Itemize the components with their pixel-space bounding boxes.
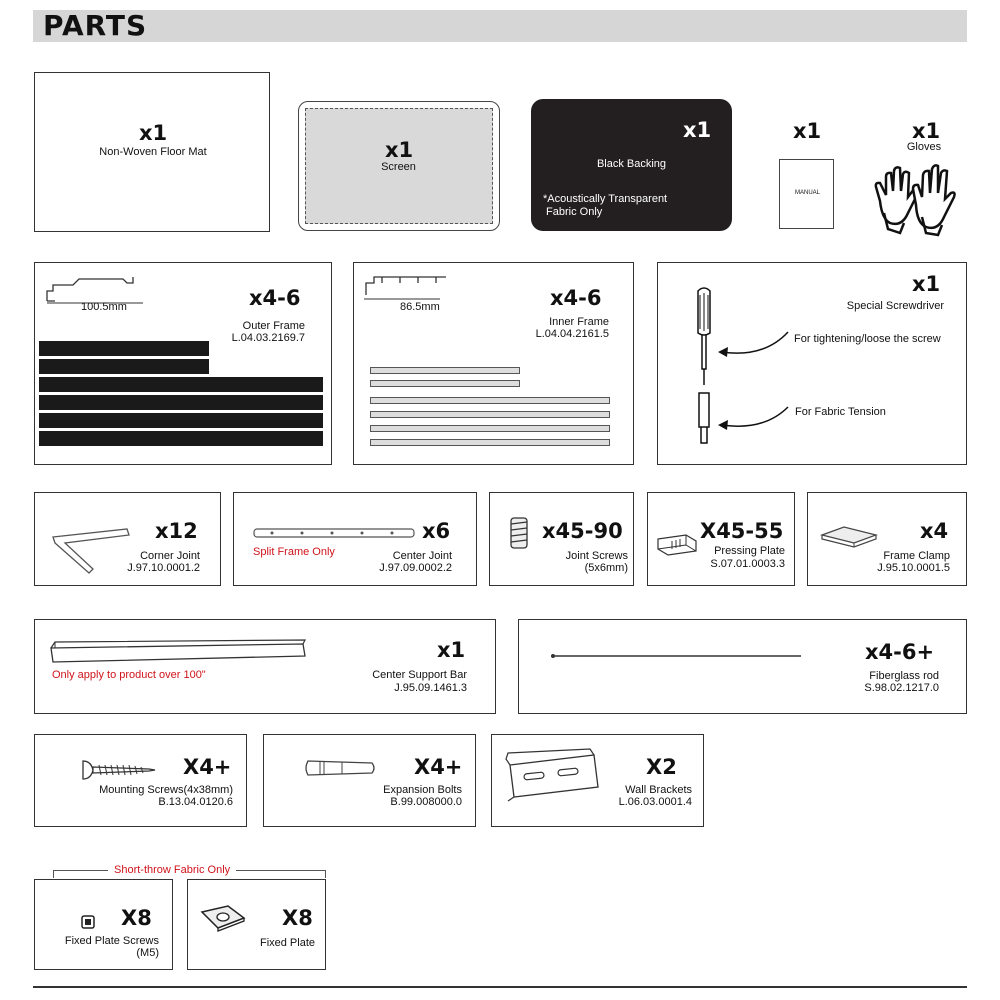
gloves-name: Gloves [906, 141, 942, 153]
mounting-screw-icon [79, 759, 157, 781]
support-bar-name: Center Support Bar [372, 669, 467, 681]
frame-clamp-name: Frame Clamp [883, 550, 950, 562]
wall-brackets-qty: X2 [646, 755, 677, 779]
frame-clamp-card [807, 492, 967, 586]
center-joint-code: J.97.09.0002.2 [379, 562, 452, 574]
inner-frame-dim: 86.5mm [400, 301, 440, 313]
joint-screws-qty: x45-90 [542, 519, 623, 543]
black-backing-name: Black Backing [596, 158, 667, 170]
support-bar-card [34, 619, 496, 714]
outer-frame-qty: x4-6 [249, 286, 301, 310]
support-bar-code: J.95.09.1461.3 [394, 682, 467, 694]
outer-frame-dim: 100.5mm [81, 301, 127, 313]
joint-screws-name: Joint Screws [565, 550, 628, 562]
parts-header [33, 10, 967, 42]
corner-joint-name: Corner Joint [140, 550, 200, 562]
center-joint-icon [252, 527, 416, 539]
inner-frame-bar [370, 439, 610, 446]
outer-frame-plank [39, 395, 323, 410]
frame-clamp-qty: x4 [920, 519, 949, 543]
black-backing-note: *Acoustically Transparent Fabric Only [543, 193, 668, 218]
manual-booklet [779, 159, 834, 229]
support-bar-qty: x1 [437, 638, 466, 662]
mounting-screws-code: B.13.04.0120.6 [158, 796, 233, 808]
corner-joint-qty: x12 [155, 519, 198, 543]
fixed-plate-qty: X8 [282, 906, 313, 930]
floor-mat-name: Non-Woven Floor Mat [99, 146, 207, 158]
wall-brackets-code: L.06.03.0001.4 [618, 796, 692, 808]
inner-frame-bar [370, 397, 610, 404]
mounting-screws-qty: X4+ [183, 755, 232, 779]
expansion-bolts-code: B.99.008000.0 [390, 796, 462, 808]
tighten-arrow-icon [714, 328, 794, 362]
screen-name: Screen [381, 161, 416, 173]
tension-arrow-icon [714, 403, 794, 433]
inner-frame-qty: x4-6 [550, 286, 602, 310]
fixed-plate-card [187, 879, 326, 970]
mounting-screws-name: Mounting Screws(4x38mm) [99, 784, 233, 796]
expansion-bolt-icon [302, 757, 378, 779]
bottom-rule [33, 986, 967, 988]
fixed-plate-screws-code: (M5) [136, 947, 159, 959]
inner-frame-bar [370, 380, 520, 387]
screwdriver-qty: x1 [912, 272, 941, 296]
pressing-plate-qty: X45-55 [700, 519, 784, 543]
black-backing-qty: x1 [683, 118, 712, 142]
support-bar-icon [47, 638, 309, 666]
floor-mat-card [34, 72, 270, 232]
wall-bracket-icon [500, 747, 602, 805]
fiberglass-rod-icon [549, 652, 805, 660]
joint-screw-icon [508, 515, 530, 551]
fiberglass-rod-card [518, 619, 967, 714]
screwdriver-card [657, 262, 967, 465]
black-backing-panel [531, 99, 732, 231]
inner-frame-code: L.04.04.2161.5 [535, 328, 609, 340]
screwdriver-note-tension: For Fabric Tension [795, 406, 886, 418]
joint-screws-code: (5x6mm) [584, 562, 628, 574]
short-throw-heading: Short-throw Fabric Only [108, 864, 236, 876]
frame-clamp-code: J.95.10.0001.5 [877, 562, 950, 574]
floor-mat-qty: x1 [139, 121, 168, 145]
manual-cover-text: MANUAL [794, 190, 820, 196]
center-joint-name: Center Joint [392, 550, 452, 562]
mounting-screws-card [34, 734, 247, 827]
outer-frame-plank [39, 341, 209, 356]
manual-qty: x1 [793, 119, 822, 143]
screwdriver-name: Special Screwdriver [846, 300, 944, 312]
outer-frame-name: Outer Frame [242, 320, 305, 332]
screwdriver-icon [692, 285, 716, 451]
wall-brackets-name: Wall Brackets [625, 784, 692, 796]
fixed-plate-screws-qty: X8 [121, 906, 152, 930]
inner-frame-bar [370, 411, 610, 418]
center-joint-card [233, 492, 477, 586]
screwdriver-note-tighten: For tightening/loose the screw [794, 333, 941, 345]
corner-joint-card [34, 492, 221, 586]
outer-frame-plank [39, 431, 323, 446]
fixed-plate-screw-icon [79, 914, 97, 930]
wall-brackets-card [491, 734, 704, 827]
outer-frame-plank [39, 377, 323, 392]
fixed-plate-screws-name: Fixed Plate Screws [64, 935, 159, 947]
pressing-plate-code: S.07.01.0003.3 [710, 558, 785, 570]
fiberglass-rod-code: S.98.02.1217.0 [864, 682, 939, 694]
parts-title: PARTS [43, 9, 148, 42]
outer-frame-plank [39, 413, 323, 428]
frame-clamp-icon [820, 525, 878, 549]
outer-frame-code: L.04.03.2169.7 [231, 332, 305, 344]
inner-frame-card [353, 262, 634, 465]
pressing-plate-name: Pressing Plate [714, 545, 785, 557]
gloves-qty: x1 [912, 119, 941, 143]
outer-frame-card [34, 262, 332, 465]
corner-joint-code: J.97.10.0001.2 [127, 562, 200, 574]
screen-qty: x1 [385, 138, 414, 162]
center-joint-note: Split Frame Only [253, 546, 335, 558]
screen-card [298, 101, 500, 231]
inner-frame-bar [370, 425, 610, 432]
pressing-plate-card [647, 492, 795, 586]
outer-frame-plank [39, 359, 209, 374]
inner-frame-bar [370, 367, 520, 374]
center-joint-qty: x6 [422, 519, 451, 543]
fiberglass-rod-qty: x4-6+ [865, 640, 935, 664]
inner-frame-profile-icon [360, 273, 460, 301]
fixed-plate-name: Fixed Plate [259, 937, 315, 949]
fiberglass-rod-name: Fiberglass rod [869, 670, 939, 682]
support-bar-note: Only apply to product over 100" [52, 669, 206, 681]
expansion-bolts-card [263, 734, 476, 827]
expansion-bolts-name: Expansion Bolts [383, 784, 462, 796]
joint-screws-card [489, 492, 634, 586]
expansion-bolts-qty: X4+ [414, 755, 463, 779]
gloves-icon [872, 157, 958, 237]
fixed-plate-icon [198, 904, 246, 932]
fixed-plate-screws-card [34, 879, 173, 970]
inner-frame-name: Inner Frame [549, 316, 609, 328]
